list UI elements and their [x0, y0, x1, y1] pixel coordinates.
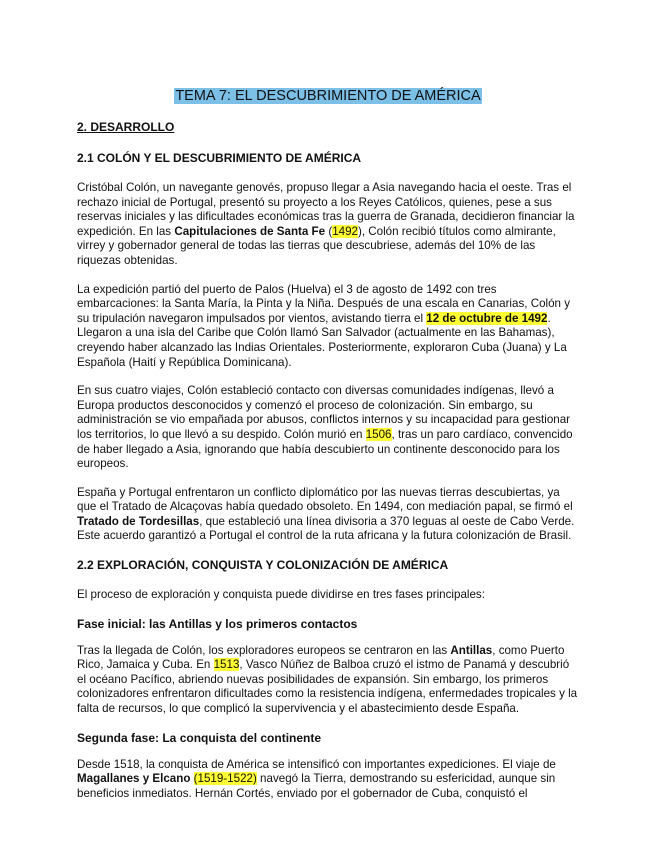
- bold-term: Tratado de Tordesillas: [77, 514, 200, 528]
- subsection-heading-2: 2.2 EXPLORACIÓN, CONQUISTA Y COLONIZACIÓN DE AMÉRICA: [77, 558, 449, 573]
- paragraph-capitulaciones: [77, 181, 579, 269]
- highlighted-year: 1513: [213, 658, 240, 672]
- phase-heading-1: Fase inicial: las Antillas y los primeros contactos: [77, 616, 358, 631]
- text-run: , como Puerto Rico, Jamaica y Cuba. En: [77, 643, 565, 672]
- paragraph-viajes: [77, 384, 579, 472]
- text-run: , tras un paro cardíaco, convencido de haber llegado a Asia, ignorando que había descubierto un continente desconocido para los europeos.: [77, 427, 573, 471]
- paragraph-antillas: [77, 644, 579, 717]
- page-title: [77, 88, 579, 104]
- bold-term: Antillas: [450, 643, 493, 657]
- text-run: En sus cuatro viajes, Colón estableció contacto con diversas comunidades indígenas, llevó a Europa productos desconocidos y comenzó el proceso de colonización. Sin embargo, su administración se vio empañada por abusos, conflictos internos y su incapacidad para gestionar los territorios, lo que llevó a su despido. Colón murió en: [77, 384, 571, 441]
- title-text: TEMA 7: EL DESCUBRIMIENTO DE AMÉRICA: [175, 88, 481, 104]
- subsection-heading-1: 2.1 COLÓN Y EL DESCUBRIMIENTO DE AMÉRICA: [77, 151, 362, 165]
- text-run: La expedición partió del puerto de Palos (Huelva) el 3 de agosto de 1492 con tres embarcaciones: la Santa María, la Pinta y la Niña. Después de una escala en Canarias, Colón y su tripulación navegaron impulsados por vientos, avistando tierra el: [77, 282, 571, 325]
- text-run: ), Colón recibió títulos como almirante, virrey y gobernador general de todas las tierras que descubriese, además del 10% de las riquezas obtenidas.: [77, 224, 556, 267]
- paragraph-fases-intro: El proceso de exploración y conquista puede dividirse en tres fases principales:: [77, 588, 485, 602]
- highlighted-date: 12 de octubre de 1492: [426, 311, 548, 325]
- text-run: . Llegaron a una isla del Caribe que Colón llamó San Salvador (actualmente en las Bahamas), creyendo haber alcanzado las Indias Orientales. Posteriormente, exploraron Cuba (Juana) y La Española (Haití y República Dominicana).: [77, 311, 567, 369]
- highlighted-year: 1492: [332, 224, 358, 238]
- text-run: Tras la llegada de Colón, los exploradores europeos se centraron en las: [77, 643, 451, 657]
- highlighted-year: 1506: [365, 427, 392, 441]
- text-run: (: [325, 224, 333, 238]
- paragraph-tordesillas: [77, 486, 579, 544]
- text-run: Cristóbal Colón, un navegante genovés, propuso llegar a Asia navegando hacia el oeste. Tras el rechazo inicial de Portugal, presentó su proyecto a los Reyes Católicos, quienes, pese a sus reservas iniciales y las dificultades económicas tras la guerra de Granada, decidieron financiar la expedición. En las: [77, 181, 575, 238]
- section-heading: 2. DESARROLLO: [77, 120, 175, 134]
- text-run: Desde 1518, la conquista de América se intensificó con importantes expediciones. El viaje de: [77, 757, 556, 771]
- paragraph-conquista: [77, 758, 579, 802]
- bold-term: Magallanes y Elcano: [77, 772, 191, 786]
- paragraph-expedicion: [77, 283, 579, 371]
- document-body: [77, 88, 579, 815]
- text-run: España y Portugal enfrentaron un conflicto diplomático por las nuevas tierras descubiertas, ya que el Tratado de Alcaçovas había quedado obsoleto. En 1494, con mediación papal, se firmó el: [77, 485, 573, 514]
- phase-heading-2: Segunda fase: La conquista del continente: [77, 730, 322, 745]
- text-run: , que estableció una línea divisoria a 370 leguas al oeste de Cabo Verde. Este acuerdo garantizó a Portugal el control de la ruta africana y la futura colonización de Brasil.: [77, 514, 575, 543]
- text-run: navegó la Tierra, demostrando su esfericidad, aunque sin beneficios inmediatos. Hernán Cortés, enviado por el gobernador de Cuba, conquistó el: [77, 772, 556, 800]
- text-run: , Vasco Núñez de Balboa cruzó el istmo de Panamá y descubrió el océano Pacífico, abriendo nuevas posibilidades de expansión. Sin embargo, los primeros colonizadores enfrentaron dificultades como la resistencia indígena, enfermedades tropicales y la falta de recursos, lo que complicó la supervivencia y el abastecimiento desde España.: [77, 658, 578, 716]
- bold-term: Capitulaciones de Santa Fe: [174, 224, 326, 238]
- highlighted-years: (1519-1522): [193, 772, 257, 786]
